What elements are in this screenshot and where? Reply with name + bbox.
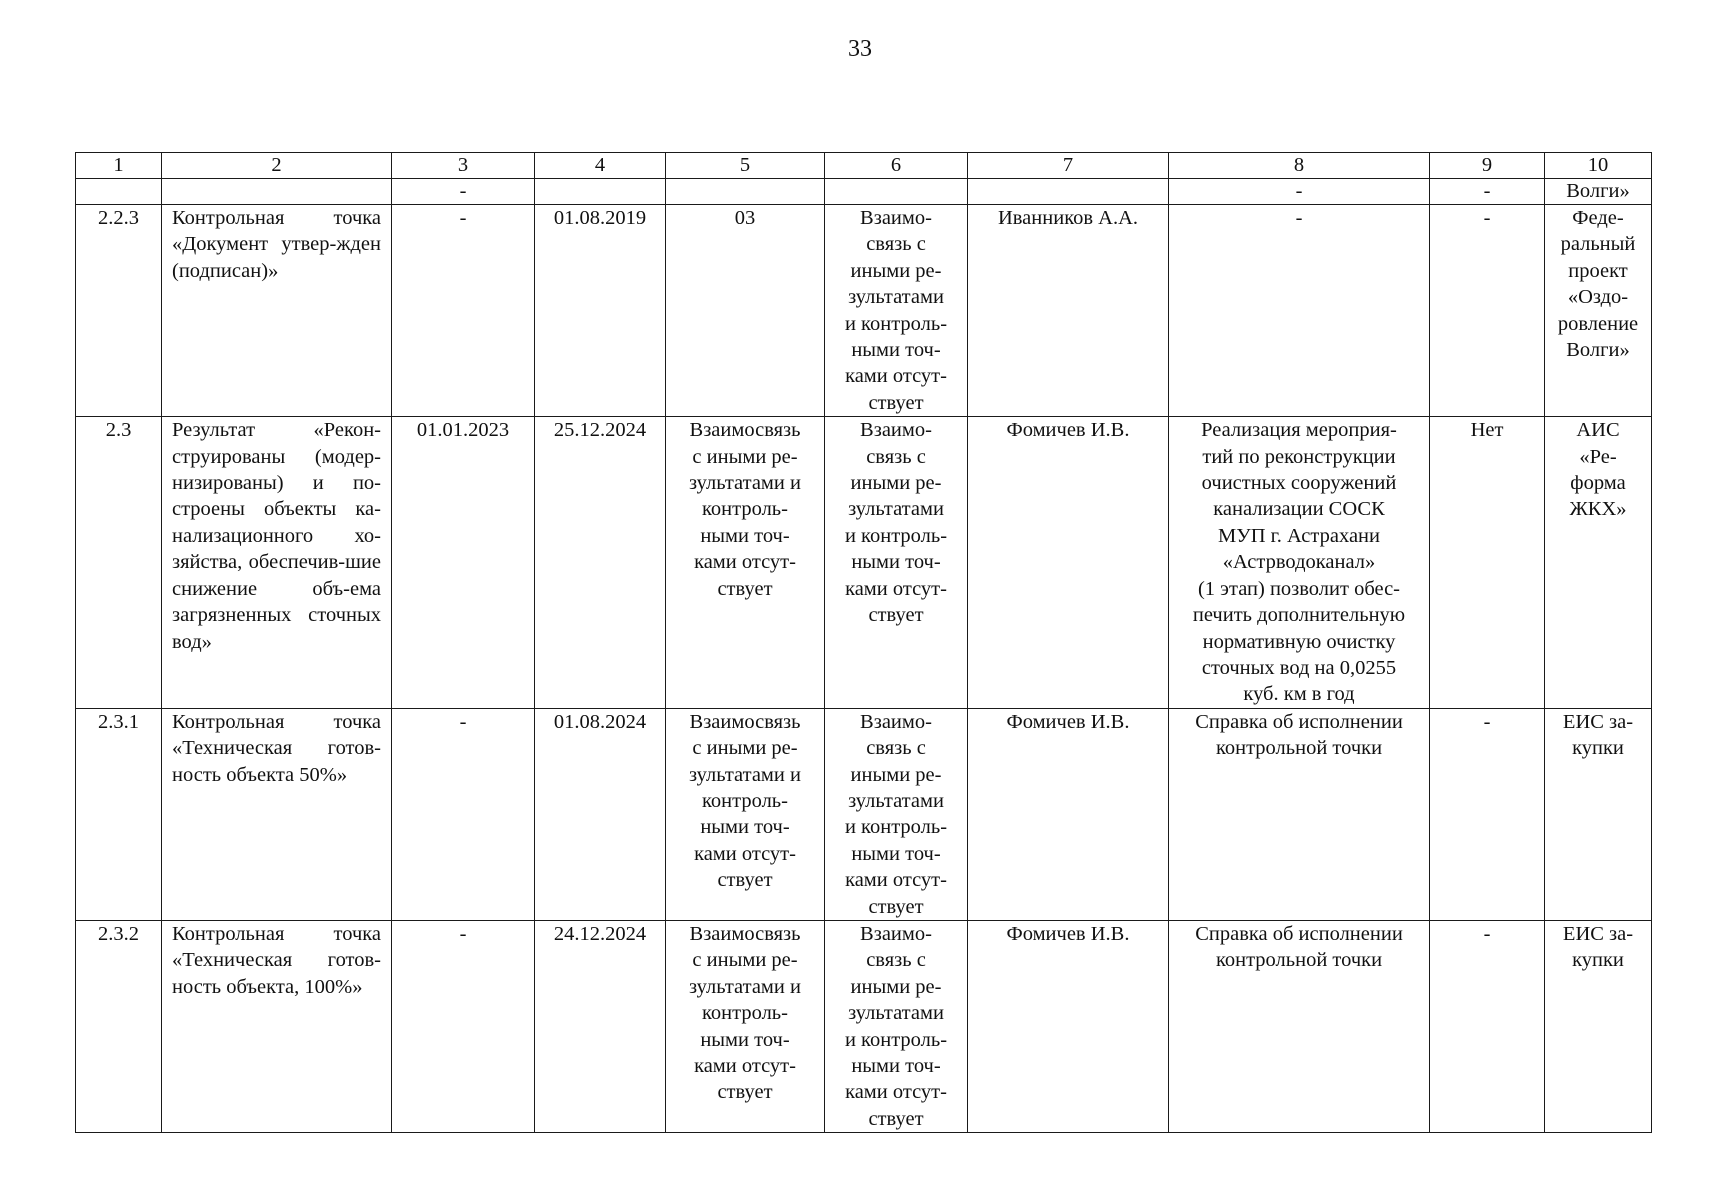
end-date-cell: 01.08.2024 bbox=[535, 708, 666, 920]
column-number: 4 bbox=[535, 153, 666, 179]
cell-line: ками отсут- bbox=[694, 1055, 796, 1077]
cell-line: форма bbox=[1570, 472, 1626, 495]
cell bbox=[76, 179, 162, 205]
cell-line: Взаимо- bbox=[860, 419, 932, 442]
relation-cell bbox=[825, 417, 968, 708]
cell-line: ЖКХ» bbox=[1569, 498, 1627, 521]
cell-line: сточных вод на 0,0255 bbox=[1201, 656, 1397, 679]
title-cell: Контрольная точка «Техническая готов-ность объекта 50%» bbox=[162, 708, 392, 920]
column-number: 8 bbox=[1169, 153, 1430, 179]
relation-cell bbox=[666, 920, 825, 1132]
column-number: 10 bbox=[1545, 153, 1652, 179]
cell-line: ками отсут- bbox=[694, 842, 796, 865]
responsible-cell: Фомичев И.В. bbox=[968, 708, 1169, 920]
title-cell: Результат «Рекон-струированы (модер-низированы) и по-строены объекты ка-нализационного хо-зяйства, обеспечив-шие снижение объ-ема загрязненных сточных вод» bbox=[162, 417, 392, 708]
responsible-cell: Фомичев И.В. bbox=[968, 417, 1169, 708]
cell-line: Взаимосвязь bbox=[689, 922, 801, 945]
cell-line: нормативную очистку bbox=[1202, 630, 1396, 653]
cell-line: Волги» bbox=[1566, 339, 1630, 362]
cell-line: ками отсут- bbox=[694, 551, 796, 574]
cell-line: ными точ- bbox=[851, 339, 941, 362]
relation-cell bbox=[825, 920, 968, 1132]
cell-line: зультатами bbox=[848, 286, 944, 309]
responsible-cell: Фомичев И.В. bbox=[968, 920, 1169, 1132]
flag-cell: - bbox=[1430, 708, 1545, 920]
cell-line: ками отсут- bbox=[845, 365, 947, 388]
cell-line: контроль- bbox=[702, 498, 788, 521]
cell-line: с иными ре- bbox=[692, 737, 798, 760]
cell bbox=[825, 179, 968, 205]
cell-line: ными точ- bbox=[851, 551, 941, 574]
cell-line: Взаимосвязь bbox=[689, 419, 801, 442]
cell-line: контрольной точки bbox=[1215, 737, 1383, 760]
cell-line: ствует bbox=[868, 1107, 924, 1130]
cell-line: Феде- bbox=[1572, 207, 1624, 229]
start-date-cell: - bbox=[392, 205, 535, 417]
cell-line: Взаимосвязь bbox=[689, 710, 801, 733]
source-cell bbox=[1545, 417, 1652, 708]
cell-line: ствует bbox=[868, 604, 924, 627]
responsible-cell: Иванников А.А. bbox=[968, 205, 1169, 417]
cell-line: Взаимо- bbox=[860, 710, 932, 733]
cell-line: тий по реконструкции bbox=[1202, 445, 1396, 468]
column-number: 3 bbox=[392, 153, 535, 179]
cell: - bbox=[1430, 179, 1545, 205]
column-number: 5 bbox=[666, 153, 825, 179]
cell-line: зультатами bbox=[848, 1002, 944, 1025]
cell-line: зультатами и bbox=[689, 975, 801, 998]
cell-line: связь с bbox=[866, 737, 926, 760]
row-number-cell: 2.3 bbox=[76, 417, 162, 708]
end-date-cell: 01.08.2019 bbox=[535, 205, 666, 417]
cell-line: контрольной точки bbox=[1215, 949, 1383, 972]
cell-line: «Оздо- bbox=[1567, 286, 1629, 309]
cell-line: куб. км в год bbox=[1243, 683, 1355, 706]
cell-line: Справка об исполнении bbox=[1195, 710, 1403, 733]
cell-line: ровление bbox=[1557, 312, 1639, 335]
cell-line: Реализация мероприя- bbox=[1201, 419, 1397, 442]
column-number: 6 bbox=[825, 153, 968, 179]
description-cell bbox=[1169, 205, 1430, 417]
cell-line: связь с bbox=[866, 445, 926, 468]
end-date-cell: 24.12.2024 bbox=[535, 920, 666, 1132]
cell-line: ствует bbox=[717, 869, 773, 892]
cell-line: - bbox=[1295, 207, 1303, 229]
cell-line: проект bbox=[1568, 259, 1628, 282]
cell-line: с иными ре- bbox=[692, 949, 798, 972]
flag-cell: Нет bbox=[1430, 417, 1545, 708]
title-cell: Контрольная точка «Техническая готов-ность объекта, 100%» bbox=[162, 920, 392, 1132]
cell-line: зультатами bbox=[848, 498, 944, 521]
cell-line: ральный bbox=[1560, 233, 1636, 256]
start-date-cell: - bbox=[392, 708, 535, 920]
cell-line: ными точ- bbox=[851, 842, 941, 865]
column-number: 9 bbox=[1430, 153, 1545, 179]
title-cell: Контрольная точка «Документ утвер-жден (подписан)» bbox=[162, 205, 392, 417]
cell-line: ствует bbox=[717, 1081, 773, 1104]
cell-line: ствует bbox=[717, 577, 773, 600]
cell: - bbox=[392, 179, 535, 205]
cell-line: ками отсут- bbox=[845, 577, 947, 600]
cell-line: Справка об исполнении bbox=[1195, 922, 1403, 945]
cell-line: очистных сооружений bbox=[1201, 472, 1397, 495]
flag-cell: - bbox=[1430, 920, 1545, 1132]
relation-cell bbox=[825, 708, 968, 920]
cell-line: ными точ- bbox=[700, 524, 790, 547]
cell-line: ными точ- bbox=[851, 1055, 941, 1077]
relation-cell bbox=[666, 708, 825, 920]
table-row bbox=[76, 417, 1652, 708]
cell-line: и контроль- bbox=[844, 312, 948, 335]
start-date-cell: 01.01.2023 bbox=[392, 417, 535, 708]
description-cell bbox=[1169, 920, 1430, 1132]
cell-line: Взаимо- bbox=[860, 207, 932, 229]
table-row bbox=[76, 920, 1652, 1132]
cell-line: зультатами и bbox=[689, 763, 801, 786]
cell-line: иными ре- bbox=[850, 975, 942, 998]
column-number: 2 bbox=[162, 153, 392, 179]
cell-line: ствует bbox=[868, 895, 924, 918]
type-cell: 03 bbox=[666, 205, 825, 417]
row-number-cell: 2.2.3 bbox=[76, 205, 162, 417]
cell-line: ными точ- bbox=[700, 1028, 790, 1051]
cell-line: иными ре- bbox=[850, 472, 942, 495]
cell bbox=[162, 179, 392, 205]
cell-line: печить дополнительную bbox=[1192, 604, 1406, 627]
cell-line: с иными ре- bbox=[692, 445, 798, 468]
cell-line: связь с bbox=[866, 233, 926, 256]
cell-line: АИС bbox=[1576, 419, 1620, 442]
column-number: 1 bbox=[76, 153, 162, 179]
cell-line: иными ре- bbox=[850, 763, 942, 786]
source-cell bbox=[1545, 205, 1652, 417]
source-cell bbox=[1545, 920, 1652, 1132]
description-cell bbox=[1169, 417, 1430, 708]
start-date-cell: - bbox=[392, 920, 535, 1132]
results-table bbox=[75, 152, 1652, 1133]
cell-line: Взаимо- bbox=[860, 922, 932, 945]
flag-cell: - bbox=[1430, 205, 1545, 417]
row-number-cell: 2.3.1 bbox=[76, 708, 162, 920]
cell-line: контроль- bbox=[702, 1002, 788, 1025]
cell-line: контроль- bbox=[702, 789, 788, 812]
cell-line: канализации СОСК bbox=[1213, 498, 1385, 521]
cell bbox=[666, 179, 825, 205]
table-row bbox=[76, 708, 1652, 920]
cell-line: купки bbox=[1572, 949, 1624, 972]
cell-line: связь с bbox=[866, 949, 926, 972]
continuation-row bbox=[76, 179, 1652, 205]
relation-cell bbox=[825, 205, 968, 417]
cell-line: «Ре- bbox=[1579, 445, 1617, 468]
cell-line: (1 этап) позволит обес- bbox=[1197, 577, 1401, 600]
cell: - bbox=[1169, 179, 1430, 205]
cell-line: ствует bbox=[868, 391, 924, 414]
cell-line: зультатами bbox=[848, 789, 944, 812]
cell-line: купки bbox=[1572, 737, 1624, 760]
description-cell bbox=[1169, 708, 1430, 920]
cell bbox=[968, 179, 1169, 205]
row-number-cell: 2.3.2 bbox=[76, 920, 162, 1132]
column-number: 7 bbox=[968, 153, 1169, 179]
cell-line: МУП г. Астрахани bbox=[1218, 524, 1380, 547]
relation-cell bbox=[666, 417, 825, 708]
cell-line: ЕИС за- bbox=[1562, 710, 1634, 733]
cell-line: зультатами и bbox=[689, 472, 801, 495]
end-date-cell: 25.12.2024 bbox=[535, 417, 666, 708]
cell-line: и контроль- bbox=[844, 524, 948, 547]
cell-line: ками отсут- bbox=[845, 869, 947, 892]
cell-line: ками отсут- bbox=[845, 1081, 947, 1104]
cell bbox=[535, 179, 666, 205]
cell-line: «Астрводоканал» bbox=[1222, 551, 1376, 574]
column-number-row bbox=[76, 153, 1652, 179]
source-cell bbox=[1545, 708, 1652, 920]
cell-line: ЕИС за- bbox=[1562, 922, 1634, 945]
cell: Волги» bbox=[1545, 179, 1652, 205]
page-number: 33 bbox=[848, 36, 872, 62]
table-row bbox=[76, 205, 1652, 417]
cell-line: ными точ- bbox=[700, 816, 790, 839]
cell-line: иными ре- bbox=[850, 259, 942, 282]
cell-line: и контроль- bbox=[844, 816, 948, 839]
cell-line: и контроль- bbox=[844, 1028, 948, 1051]
